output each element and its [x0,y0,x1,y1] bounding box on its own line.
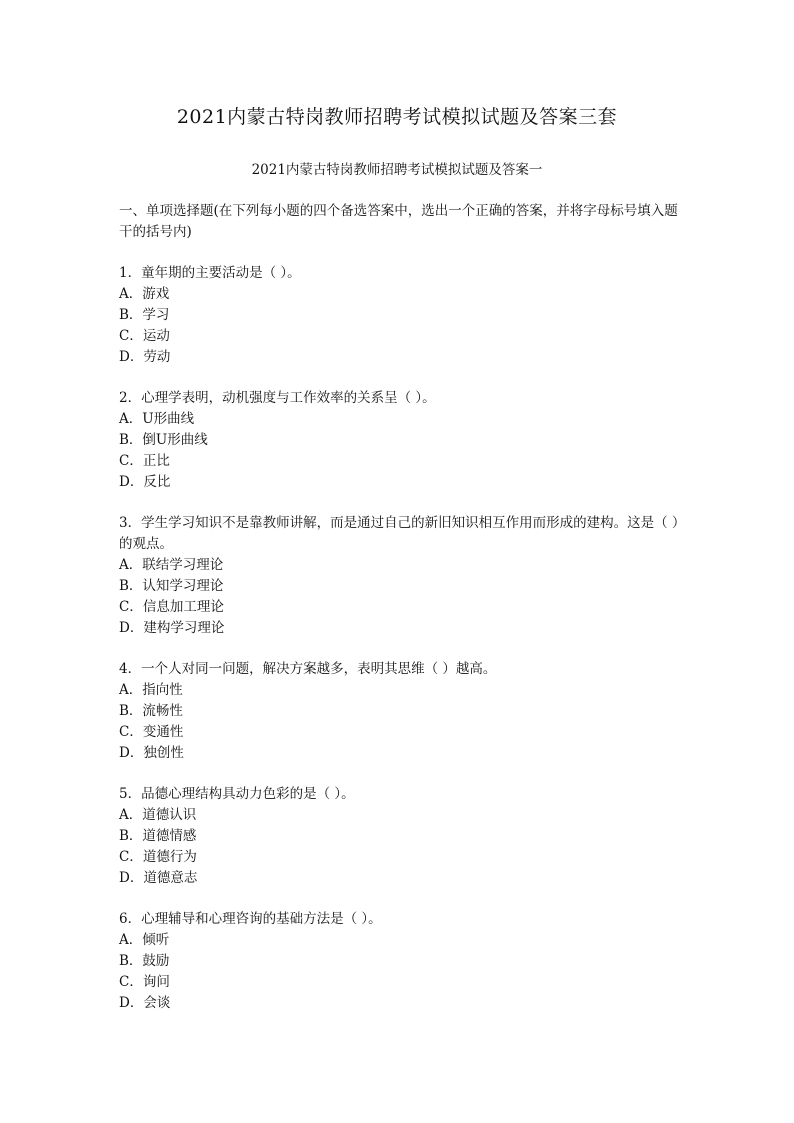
document-subtitle: 2021内蒙古特岗教师招聘考试模拟试题及答案一 [251,162,543,178]
option-c: C．正比 [119,453,170,469]
option-b: B．道德情感 [119,828,197,844]
option-c: C．道德行为 [119,849,197,865]
option-b: B．流畅性 [119,703,183,719]
section-heading: 一、单项选择题(在下列每小题的四个备选答案中，选出一个正确的答案，并将字母标号填入题干的括号内) [119,203,678,240]
option-a: A．游戏 [119,286,170,302]
question-3 [119,513,679,639]
question-stem: 2．心理学表明，动机强度与工作效率的关系呈（ ）。 [119,390,436,406]
option-a: A．倾听 [119,932,170,948]
question-stem: 6．心理辅导和心理咨询的基础方法是（ ）。 [119,911,382,927]
question-1 [119,263,679,368]
option-a: A．指向性 [119,682,183,698]
question-4 [119,659,679,764]
option-b: B．鼓励 [119,953,170,969]
option-d: D．独创性 [119,745,184,761]
option-d: D．反比 [119,474,171,490]
option-b: B．认知学习理论 [119,578,224,594]
option-b: B．倒U形曲线 [119,432,208,448]
option-a: A．联结学习理论 [119,557,224,573]
option-d: D．劳动 [119,349,171,365]
option-d: D．道德意志 [119,870,198,886]
option-c: C．信息加工理论 [119,599,224,615]
option-c: C．变通性 [119,724,184,740]
option-a: A．道德认识 [119,807,197,823]
option-a: A．U形曲线 [119,411,195,427]
question-2 [119,388,679,493]
option-c: C．运动 [119,328,170,344]
option-b: B．学习 [119,307,170,323]
question-stem: 1．童年期的主要活动是（ ）。 [119,265,301,281]
question-5 [119,784,679,889]
document-body [119,201,679,1034]
option-d: D．建构学习理论 [119,620,225,636]
document-title: 2021内蒙古特岗教师招聘考试模拟试题及答案三套 [176,106,618,128]
question-stem: 3．学生学习知识不是靠教师讲解，而是通过自己的新旧知识相互作用而形成的建构。这是（ ）的观点。 [119,515,679,552]
question-6 [119,909,679,1014]
option-d: D．会谈 [119,995,171,1011]
question-stem: 4．一个人对同一问题，解决方案越多，表明其思维（ ）越高。 [119,661,497,677]
question-stem: 5．品德心理结构具动力色彩的是（ ）。 [119,786,355,802]
option-c: C．询问 [119,974,170,990]
